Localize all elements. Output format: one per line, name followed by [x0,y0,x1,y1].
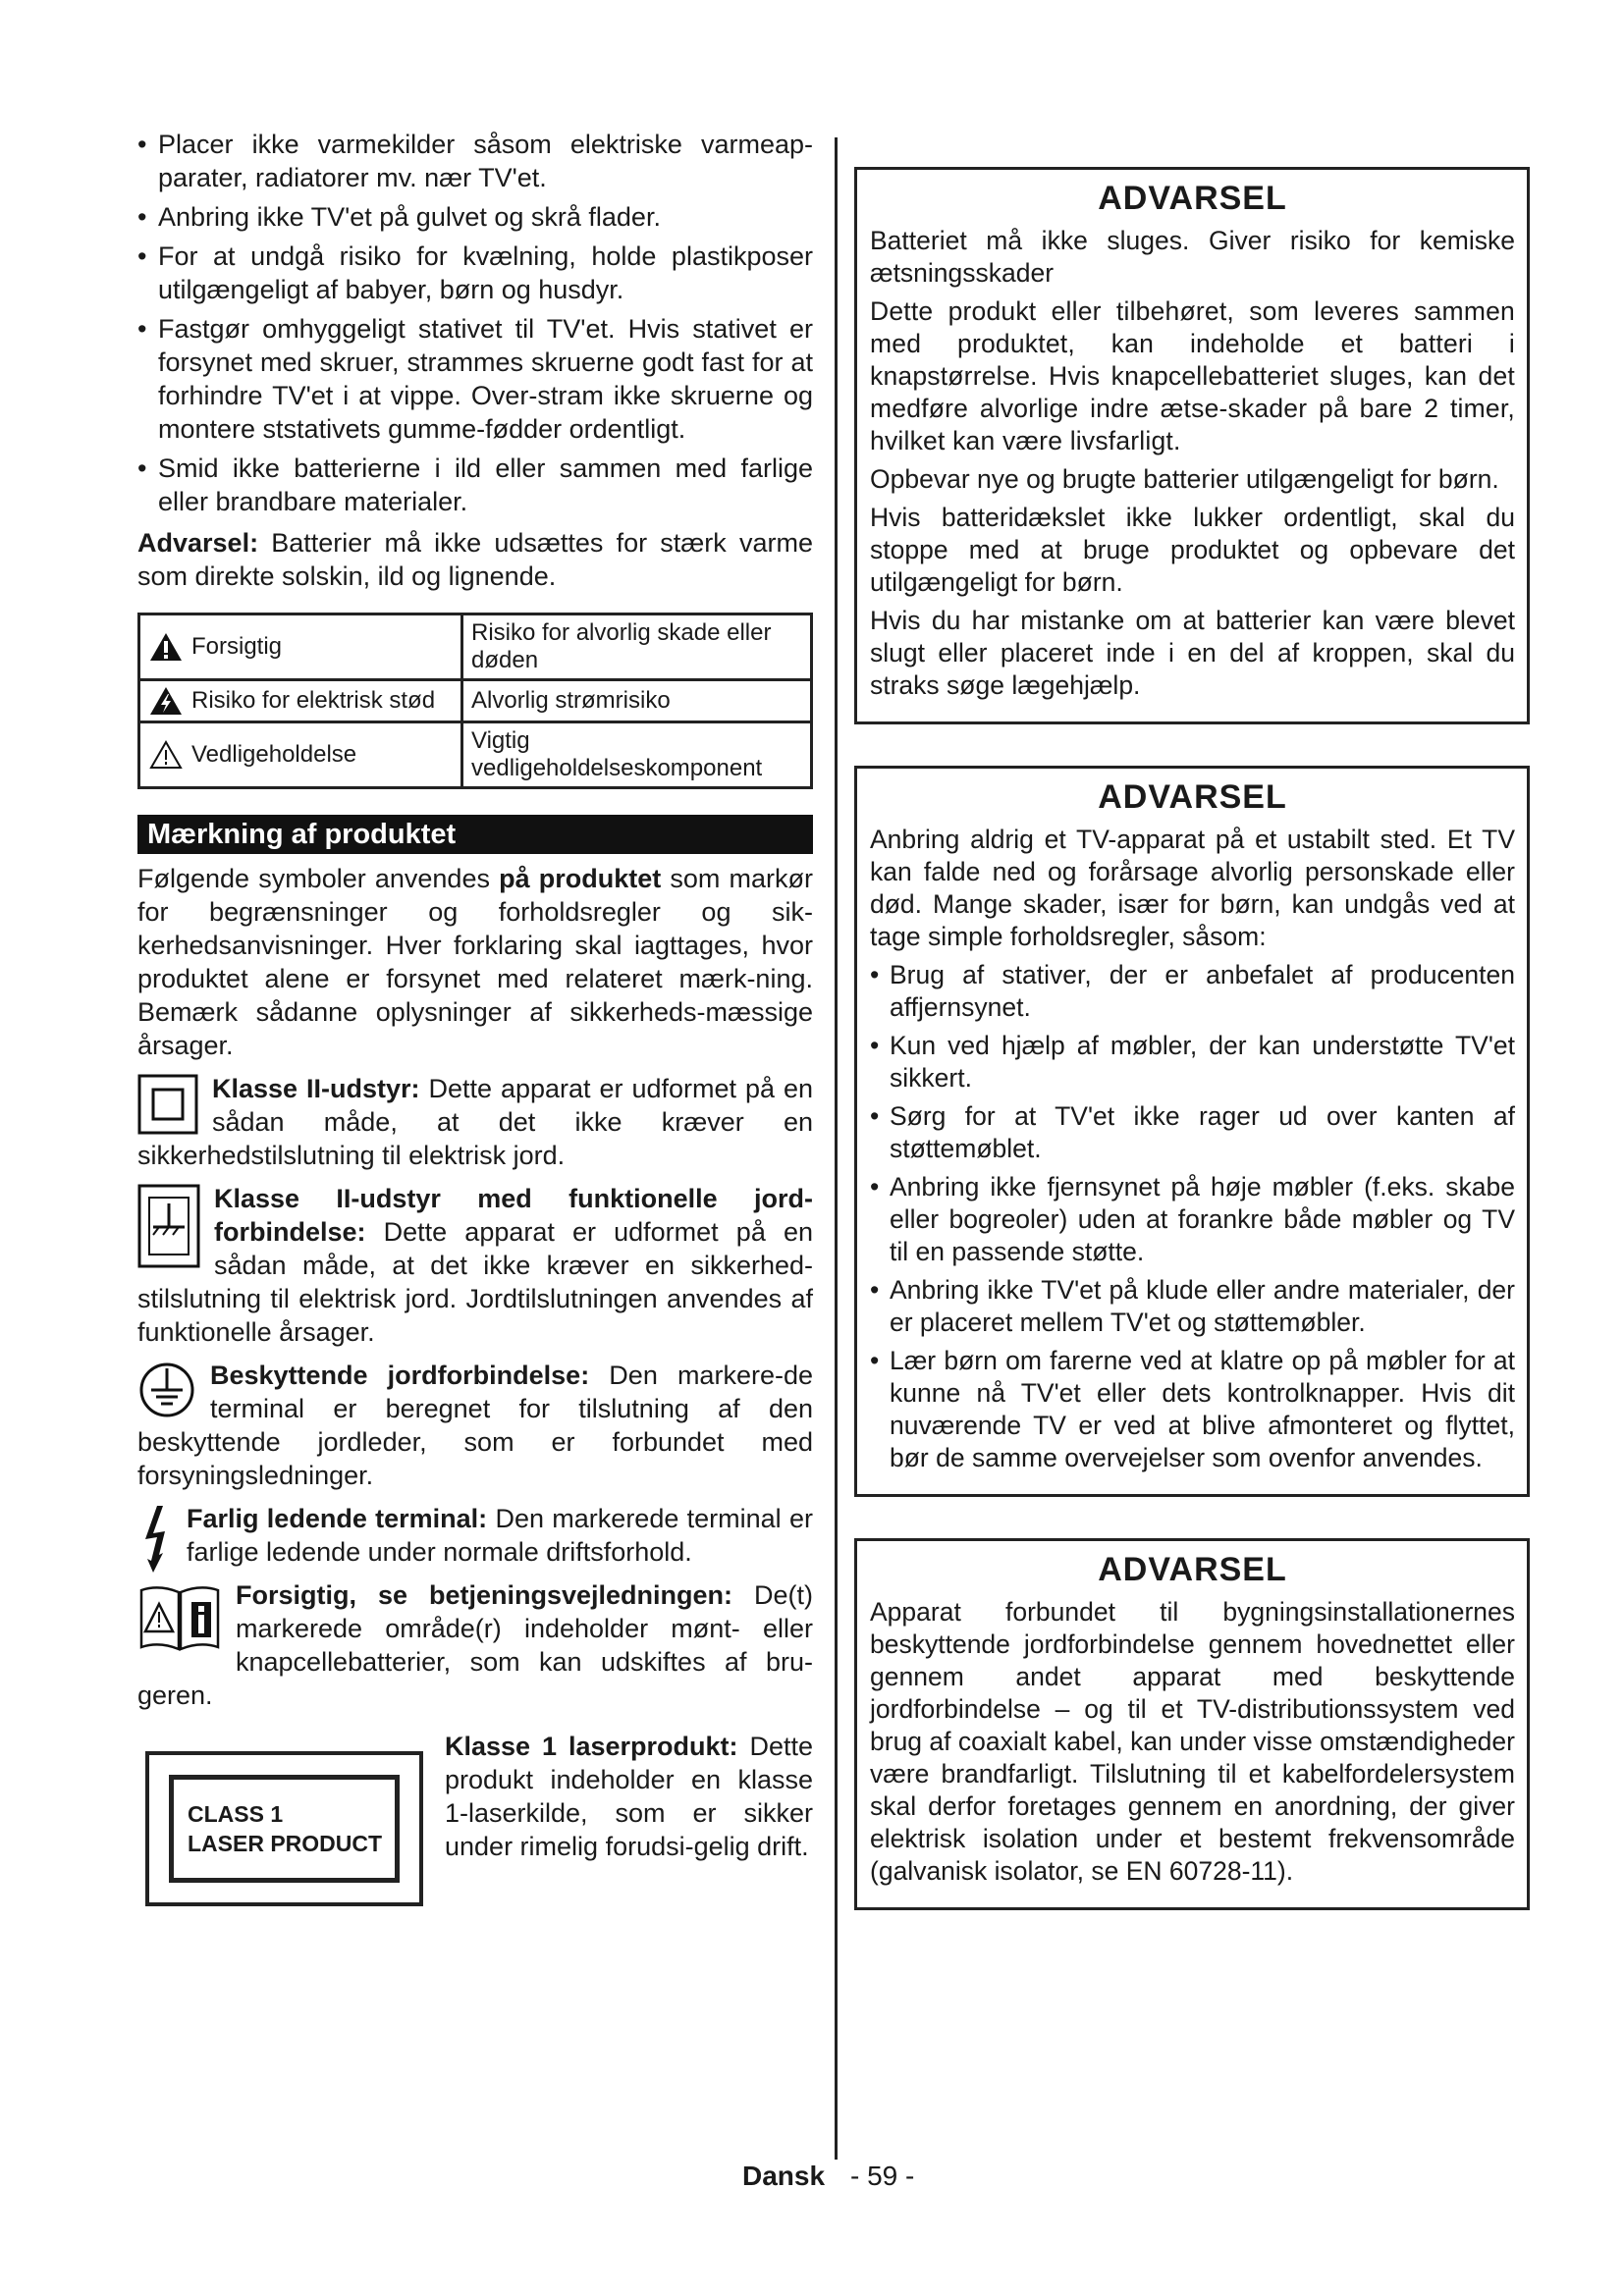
hazardous-live-terminal-icon [137,1504,173,1573]
functional-earth-icon [137,1184,200,1268]
protective-earth-icon [137,1361,196,1419]
laser-entry [137,1730,813,1906]
read-instructions-icon [137,1580,222,1655]
marking-intro [137,862,813,1062]
list-item: • Anbring ikke TV'et på gulvet og skrå flader. [137,200,813,234]
page-number: - 59 - [850,2161,915,2191]
warning-paragraph: Opbevar nye og brugte batterier utilgængeligt for børn. [870,464,1499,494]
warning-paragraph: Apparat forbundet til bygningsinstallationernes beskyttende jordforbindelse gennem hovednettet eller gennem andet apparat med beskyttende jordforbindelse – og til et TV-distributionssystem ved brug af coaxialt kabel, kan under visse omstændigheder være brandfarligt. Tilslutning til et kabelfordelersystem skal derfor foretages gennem en anordning, der giver elektrisk isolation under et bestemt frekvensområde (galvanisk isolator, se EN 60728-11). [870,1597,1515,1886]
marking-entry [137,1502,813,1569]
symbol-label: Forsigtig [191,633,283,660]
symbol-label: Risiko for elektrisk stød [191,687,436,714]
section-heading: Mærkning af produktet [137,815,813,854]
intro-emphasis: på produktet [499,864,662,893]
list-item: • Brug af stativer, der er anbefalet af producenten affjernsynet. [870,959,1515,1024]
entry-text: Den markere-de terminal er beregnet for tilslutning af den beskyttende jordleder, som er forbundet med forsyningsledninger. [137,1361,813,1490]
warning-label: Advarsel: [137,528,259,558]
warning-paragraph: Dette produkt eller tilbehøret, som leveres sammen med produktet, kan indeholde et batteri i knapstørrelse. Hvis knapcellebatteriet sluges, kan det medføre alvorlige indre ætse-skader på bare 2 timer, hvilket kan være livsfarligt. [870,296,1515,455]
list-item: • For at undgå risiko for kvælning, holde plastikposer utilgængeligt af babyer, børn og husdyr. [137,240,813,306]
entry-title: Klasse II-udstyr: [212,1074,420,1103]
symbol-label: Vedligeholdelse [191,741,357,768]
list-item: • Anbring ikke fjernsynet på høje møbler (f.eks. skabe eller bogreoler) uden at forankre både møbler og TV til en passende støtte. [870,1171,1515,1268]
list-item: • Placer ikke varmekilder såsom elektriske varmeap-parater, radiatorer mv. nær TV'et. [137,128,813,194]
entry-text: Dette apparat er udformet på en sådan måde, at det ikke kræver en sikkerhedstilslutning til elektrisk jord. [137,1074,813,1170]
right-column [854,167,1530,1910]
warning-paragraph: Anbring aldrig et TV-apparat på et ustabilt sted. Et TV kan falde ned og forårsage alvorlig personskade eller død. Mange skader, især for børn, kan undgås ved at tage simple forholdsregler, såsom: [870,825,1515,951]
entry-text: De(t) markerede område(r) indeholder mønt- eller knapcellebatterier, som kan udskiftes af bru-geren. [137,1580,814,1710]
laser-label-line: CLASS 1 [188,1801,284,1827]
table-row [139,722,812,788]
intro-text: som markør for begrænsninger og forholdsregler og sik-kerhedsanvisninger. Hver forklaring skal iagttages, hvor produktet alene er forsynet med relateret mærk-ning. Bemærk sådanne oplysninger af sikkerheds-mæssige årsager. [137,864,813,1060]
intro-text: Følgende symboler anvendes [137,864,500,893]
warning-box-stability [854,766,1530,1497]
entry-text: Den markerede terminal er farlige ledende under normale driftsforhold. [187,1504,813,1567]
footer-language: Dansk [742,2161,826,2191]
marking-entry [137,1359,813,1492]
entry-title: Klasse II-udstyr med funktionelle jord-forbindelse: [214,1184,813,1247]
marking-entry [137,1578,813,1712]
entry-text: Dette produkt indeholder en klasse 1-laserkilde, som er sikker under rimelig forudsi-gelig drift. [445,1732,813,1861]
electric-shock-triangle-icon [148,685,184,717]
column-divider [835,137,838,2160]
list-item: • Fastgør omhyggeligt stativet til TV'et. Hvis stativet er forsynet med skruer, strammes skruerne godt fast for at forhindre TV'et i at vippe. Over-stram ikke skruerne og montere ststativets gumme-fødder ordentligt. [137,312,813,446]
entry-title: Beskyttende jordforbindelse: [210,1361,590,1390]
symbol-meaning: Vigtig vedligeholdelseskomponent [462,722,812,788]
warning-paragraph: Hvis batteridækslet ikke lukker ordentligt, skal du stoppe med at bruge produktet og opbevare det utilgængeligt for børn. [870,503,1515,597]
list-item: • Smid ikke batterierne i ild eller sammen med farlige eller brandbare materialer. [137,452,813,518]
entry-title: Forsigtig, se betjeningsvejledningen: [236,1580,733,1610]
table-row [139,680,812,722]
list-item: • Lær børn om farerne ved at klatre op på møbler for at kunne nå TV'et eller dets kontrolknapper. Hvis dit nuværende TV er ved at blive afmonteret og flyttet, bør de samme overvejelser som ovenfor anvendes. [870,1345,1515,1474]
warning-box-grounding [854,1538,1530,1910]
list-item: • Anbring ikke TV'et på klude eller andre materialer, der er placeret mellem TV'et og støttemøbler. [870,1274,1515,1339]
class-2-square-icon [137,1074,198,1135]
warning-paragraph: Hvis du har mistanke om at batterier kan være blevet slugt eller placeret inde i en del af kroppen, skal du straks søge lægehjælp. [870,606,1515,700]
entry-text: Dette apparat er udformet på en sådan måde, at det ikke kræver en sikkerhed-stilslutning til elektrisk jord. Jordtilslutningen anvendes af funktionelle årsager. [137,1217,813,1347]
table-row [139,614,812,680]
safety-bullet-list [137,128,813,518]
marking-entry [137,1072,813,1172]
class-1-laser-label [145,1751,423,1906]
entry-title: Farlig ledende terminal: [187,1504,488,1533]
warning-bullet-list [870,959,1515,1474]
entry-title: Klasse 1 laserprodukt: [445,1732,738,1761]
list-item: • Sørg for at TV'et ikke rager ud over kanten af støttemøblet. [870,1100,1515,1165]
symbol-meaning: Alvorlig strømrisiko [462,680,812,722]
battery-heat-warning [137,526,813,593]
symbol-table [137,613,813,789]
left-column [137,128,813,1906]
symbol-meaning: Risiko for alvorlig skade eller døden [462,614,812,680]
warning-title: ADVARSEL [1098,180,1287,217]
warning-title: ADVARSEL [1098,1551,1287,1588]
warning-paragraph: Batteriet må ikke sluges. Giver risiko for kemiske ætsningsskader [870,226,1515,288]
warning-text: Batterier må ikke udsættes for stærk varme som direkte solskin, ild og lignende. [137,528,813,591]
maintenance-triangle-icon [148,739,184,771]
caution-triangle-icon [148,631,184,663]
laser-label-line: LASER PRODUCT [188,1831,383,1856]
list-item: • Kun ved hjælp af møbler, der kan understøtte TV'et sikkert. [870,1030,1515,1095]
warning-title: ADVARSEL [1098,778,1287,816]
marking-entry [137,1182,813,1349]
warning-box-battery [854,167,1530,724]
